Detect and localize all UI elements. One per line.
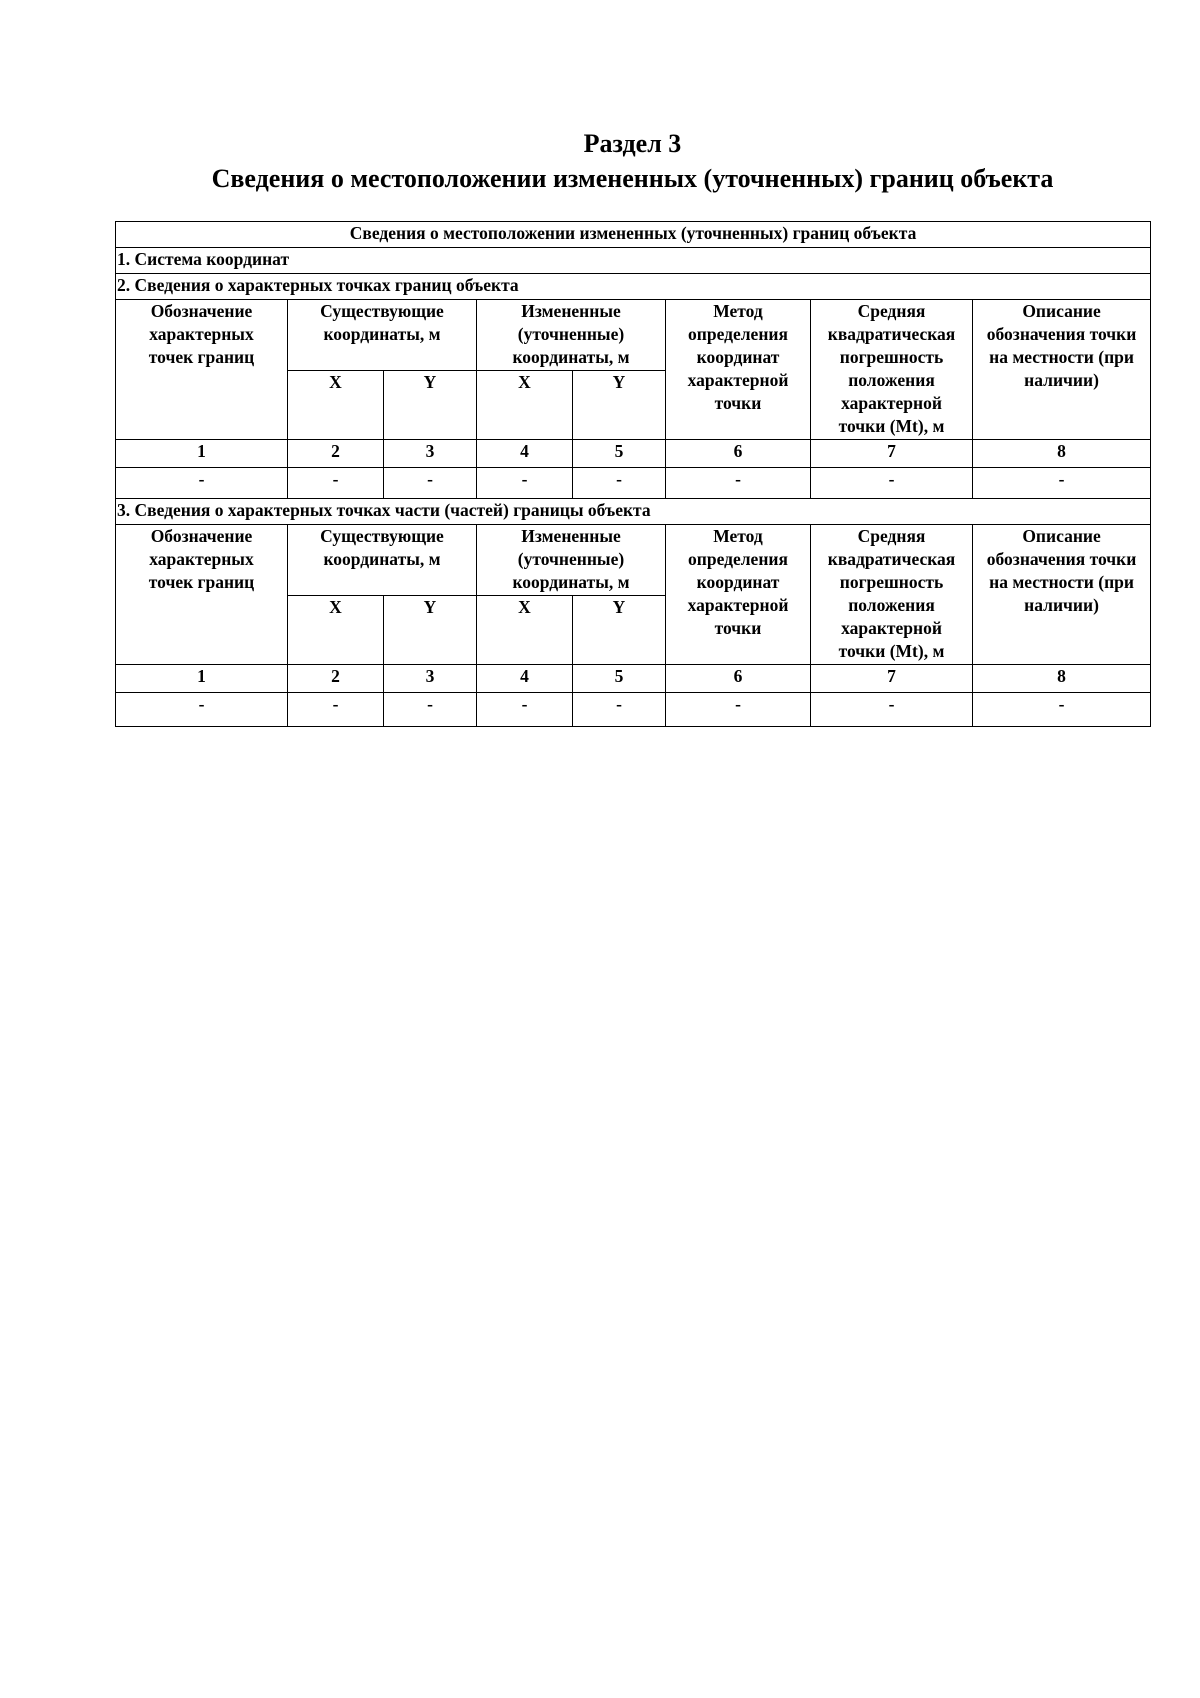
header-method	[666, 525, 811, 665]
document-title	[0, 126, 1200, 196]
table-row	[116, 468, 1151, 499]
column-number: 6	[666, 665, 811, 693]
header-line: координаты, м	[323, 549, 441, 569]
table-cell: -	[573, 468, 666, 499]
boundary-table	[115, 221, 1151, 727]
header-line: (уточненные)	[517, 324, 625, 344]
header-line: координаты, м	[323, 324, 441, 344]
column-number-row	[116, 665, 1151, 693]
coordinate-system-label: 1. Система координат	[116, 248, 1151, 274]
header-changed-y: Y	[573, 596, 666, 665]
part-boundary-points-section-label: 3. Сведения о характерных точках части (частей) границы объекта	[116, 499, 1151, 525]
table-cell: -	[811, 468, 973, 499]
header-line: характерной	[841, 393, 942, 413]
header-line: точек границ	[148, 347, 255, 367]
header-line: точки (Mt), м	[838, 416, 945, 436]
column-number: 2	[288, 665, 384, 693]
header-line: координат	[696, 572, 780, 592]
column-number-row	[116, 440, 1151, 468]
table-cell: -	[973, 693, 1151, 727]
header-line: характерных	[149, 324, 254, 344]
table-cell: -	[477, 468, 573, 499]
header-line: точки	[714, 393, 762, 413]
header-existing-coordinates	[288, 300, 477, 371]
header-line: Измененные	[521, 526, 621, 546]
header-changed-coordinates	[477, 525, 666, 596]
header-changed-x: X	[477, 371, 573, 440]
header-line: Существующие	[320, 301, 444, 321]
table-caption: Сведения о местоположении измененных (уточненных) границ объекта	[116, 222, 1151, 248]
table-cell: -	[116, 468, 288, 499]
header-line: характерной	[841, 618, 942, 638]
column-number: 3	[384, 665, 477, 693]
table-cell: -	[288, 693, 384, 727]
header-line: определения	[688, 549, 788, 569]
header-line: Средняя	[857, 526, 926, 546]
column-number: 6	[666, 440, 811, 468]
header-line: координат	[696, 347, 780, 367]
header-designation	[116, 300, 288, 440]
header-line: характерной	[687, 595, 789, 615]
column-number: 1	[116, 665, 288, 693]
header-line: погрешность	[839, 572, 944, 592]
header-line: погрешность	[839, 347, 944, 367]
section-number: Раздел 3	[583, 129, 682, 158]
header-line: наличии)	[1024, 370, 1099, 390]
header-changed-x: X	[477, 596, 573, 665]
column-number: 4	[477, 665, 573, 693]
header-line: точек границ	[148, 572, 255, 592]
column-number: 4	[477, 440, 573, 468]
table-cell: -	[666, 468, 811, 499]
header-line: координаты, м	[512, 347, 630, 367]
header-mean-square-error	[811, 525, 973, 665]
header-description	[973, 525, 1151, 665]
table-cell: -	[666, 693, 811, 727]
header-line: Обозначение	[150, 301, 253, 321]
header-designation	[116, 525, 288, 665]
header-mean-square-error	[811, 300, 973, 440]
table-cell: -	[973, 468, 1151, 499]
header-line: квадратическая	[827, 549, 956, 569]
table-cell: -	[116, 693, 288, 727]
column-number: 8	[973, 440, 1151, 468]
header-line: Метод	[713, 526, 763, 546]
header-line: Существующие	[320, 526, 444, 546]
header-line: Описание	[1022, 526, 1101, 546]
header-line: наличии)	[1024, 595, 1099, 615]
header-line: точки	[714, 618, 762, 638]
header-line: определения	[688, 324, 788, 344]
header-existing-y: Y	[384, 371, 477, 440]
column-number: 7	[811, 440, 973, 468]
column-number: 8	[973, 665, 1151, 693]
table-cell: -	[811, 693, 973, 727]
table-cell: -	[384, 468, 477, 499]
header-changed-coordinates	[477, 300, 666, 371]
column-number: 5	[573, 440, 666, 468]
column-number: 1	[116, 440, 288, 468]
header-line: на местности (при	[989, 572, 1134, 592]
column-number: 5	[573, 665, 666, 693]
header-line: Метод	[713, 301, 763, 321]
header-existing-x: X	[288, 596, 384, 665]
header-line: точки (Mt), м	[838, 641, 945, 661]
boundary-points-section-label: 2. Сведения о характерных точках границ объекта	[116, 274, 1151, 300]
header-existing-coordinates	[288, 525, 477, 596]
table-cell: -	[573, 693, 666, 727]
header-line: Средняя	[857, 301, 926, 321]
column-number: 2	[288, 440, 384, 468]
table-cell: -	[384, 693, 477, 727]
header-line: (уточненные)	[517, 549, 625, 569]
header-line: Измененные	[521, 301, 621, 321]
column-number: 7	[811, 665, 973, 693]
header-line: Описание	[1022, 301, 1101, 321]
table-row	[116, 693, 1151, 727]
header-method	[666, 300, 811, 440]
table-cell: -	[477, 693, 573, 727]
header-description	[973, 300, 1151, 440]
header-changed-y: Y	[573, 371, 666, 440]
header-existing-y: Y	[384, 596, 477, 665]
column-number: 3	[384, 440, 477, 468]
section-heading: Сведения о местоположении измененных (уточненных) границ объекта	[211, 164, 1054, 193]
header-line: на местности (при	[989, 347, 1134, 367]
header-existing-x: X	[288, 371, 384, 440]
header-line: положения	[848, 595, 935, 615]
header-line: координаты, м	[512, 572, 630, 592]
header-line: квадратическая	[827, 324, 956, 344]
header-line: Обозначение	[150, 526, 253, 546]
header-line: характерной	[687, 370, 789, 390]
header-line: обозначения точки	[986, 324, 1137, 344]
header-line: характерных	[149, 549, 254, 569]
header-line: обозначения точки	[986, 549, 1137, 569]
header-line: положения	[848, 370, 935, 390]
table-cell: -	[288, 468, 384, 499]
